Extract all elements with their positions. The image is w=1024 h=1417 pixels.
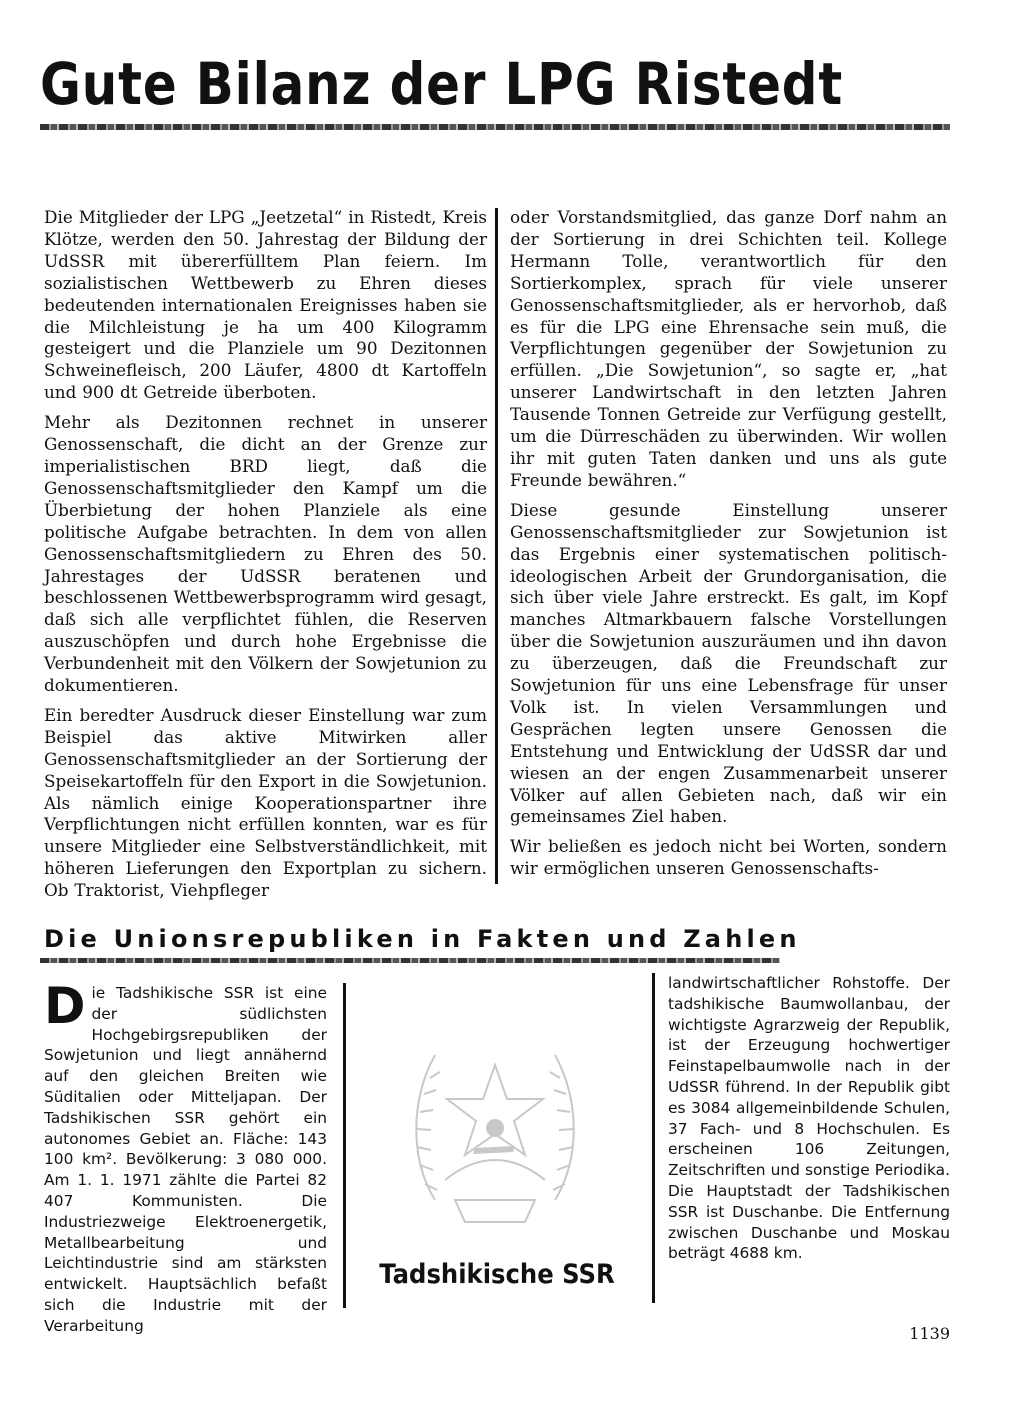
box-left-paragraph: ie Tadshikische SSR ist eine der südlichsten Hochgebirgsrepubliken der Sowjetunion und liegt annähernd auf den gleichen Breiten wie Süditalien oder Mitteljapan. Der Tadshikischen SSR gehört ein autonomes Gebiet an. Fläche: 143 100 km². Bevölkerung: 3 080 000. Am 1. 1. 1971 zählte die Partei 82 407 Kommunisten. Die Industriezweige Elektroenergetik, Metallbearbeitung und Leichtindustrie sind am stärksten entwickelt. Hauptsächlich befaßt sich die Industrie mit der Verarbeitung — [44, 984, 327, 1335]
article-paragraph: Diese gesunde Einstellung unserer Genossenschaftsmitglieder zur Sowjetunion ist das Ergebnis einer systematischen politisch-ideologischen Arbeit der Grundorganisation, die sich über viele Jahre erstreckt. Es galt, im Kopf manches Altmarkbauern falsche Vorstellungen über die Sowjetunion auszuräumen und ihn davon zu überzeugen, daß die Freundschaft zur Sowjetunion für uns eine Lebensfrage für unser Volk ist. In vielen Versammlungen und Gesprächen legten unsere Genossen die Entstehung und Entwicklung der UdSSR dar und wiesen an der engen Zusammenarbeit unserer Völker auf allen Gebieten nach, daß wir ein gemeinsames Ziel haben. — [510, 499, 947, 827]
box-divider-left — [343, 983, 346, 1308]
article-right-column — [510, 207, 947, 888]
headline-rule — [40, 124, 950, 130]
page-number: 1139 — [909, 1324, 950, 1343]
emblem-caption: Tadshikische SSR — [379, 1259, 615, 1290]
box-right-text — [668, 973, 950, 1264]
drop-cap: D — [44, 977, 86, 1035]
box-heading: Die Unionsrepubliken in Fakten und Zahlen — [44, 925, 801, 953]
article-paragraph: oder Vorstandsmitglied, das ganze Dorf nahm an der Sortierung in drei Schichten teil. Kollege Hermann Tolle, verantwortlich für den Sortierkomplex, sprach für viele unserer Genossenschaftsmitglieder, als er hervorhob, daß es für die LPG eine Ehrensache sein muß, die Verpflichtungen gegenüber der Sowjetunion zu erfüllen. „Die Sowjetunion“, so sagte er, „hat unserer Landwirtschaft in den letzten Jahren Tausende Tonnen Getreide zur Verfügung gestellt, um die Dürreschäden zu überwinden. Wir wollen ihr mit guten Taten danken und uns als gute Freunde bewähren.“ — [510, 207, 947, 490]
box-right-paragraph: landwirtschaftlicher Rohstoffe. Der tadshikische Baumwollanbau, der wichtigste Agrarzweig der Republik, ist der Erzeugung hochwertiger Feinstapelbaumwolle nach in der UdSSR führend. In der Republik gibt es 3084 allgemeinbildende Schulen, 37 Fach- und 8 Hochschulen. Es erscheinen 106 Zeitungen, Zeitschriften und sonstige Periodika. Die Hauptstadt der Tadshikischen SSR ist Duschanbe. Die Entfernung zwischen Duschanbe und Moskau beträgt 4688 km. — [668, 974, 950, 1263]
article-paragraph: Ein beredter Ausdruck dieser Einstellung war zum Beispiel das aktive Mitwirken aller Genossenschaftsmitglieder an der Sortierung der Speisekartoffeln für den Export in die Sowjetunion. Als nämlich einige Kooperationspartner ihre Verpflichtungen nicht erfüllen konnten, war es für unsere Mitglieder eine Selbstverständlichkeit, mit höheren Lieferungen den Exportplan zu sichern. Ob Traktorist, Viehpfleger — [44, 704, 487, 901]
column-divider — [495, 208, 498, 884]
article-paragraph: Die Mitglieder der LPG „Jeetzetal“ in Ristedt, Kreis Klötze, werden den 50. Jahrestag der Bildung der UdSSR mit übererfülltem Plan feiern. Im sozialistischen Wettbewerb zu Ehren dieses bedeutenden internationalen Ereignisses haben sie die Milchleistung je ha um 400 Kilogramm gesteigert und die Planziele um 90 Dezitonnen Schweinefleisch, 200 Läufer, 4800 dt Kartoffeln und 900 dt Getreide überboten. — [44, 207, 487, 403]
box-divider-right — [652, 973, 655, 1303]
box-left-text — [44, 977, 327, 1337]
coat-of-arms-emblem — [405, 1030, 585, 1230]
article-paragraph: Wir beließen es jedoch nicht bei Worten, sondern wir ermöglichen unseren Genossenschafts- — [510, 836, 947, 879]
article-left-column — [44, 207, 487, 910]
box-heading-rule — [40, 958, 780, 963]
article-paragraph: Mehr als Dezitonnen rechnet in unserer Genossenschaft, die dicht an der Grenze zur imperialistischen BRD liegt, daß die Genossenschaftsmitglieder den Kampf um die Überbietung der hohen Planziele als eine politische Aufgabe betrachten. In dem von allen Genossenschaftsmitgliedern zu Ehren des 50. Jahrestages der UdSSR beratenen und beschlossenen Wettbewerbsprogramm wird gesagt, daß sich alle verpflichtet fühlen, die Reserven auszuschöpfen und durch hohe Ergebnisse die Verbundenheit mit den Völkern der Sowjetunion zu dokumentieren. — [44, 412, 487, 696]
article-headline: Gute Bilanz der LPG Ristedt — [40, 50, 844, 118]
